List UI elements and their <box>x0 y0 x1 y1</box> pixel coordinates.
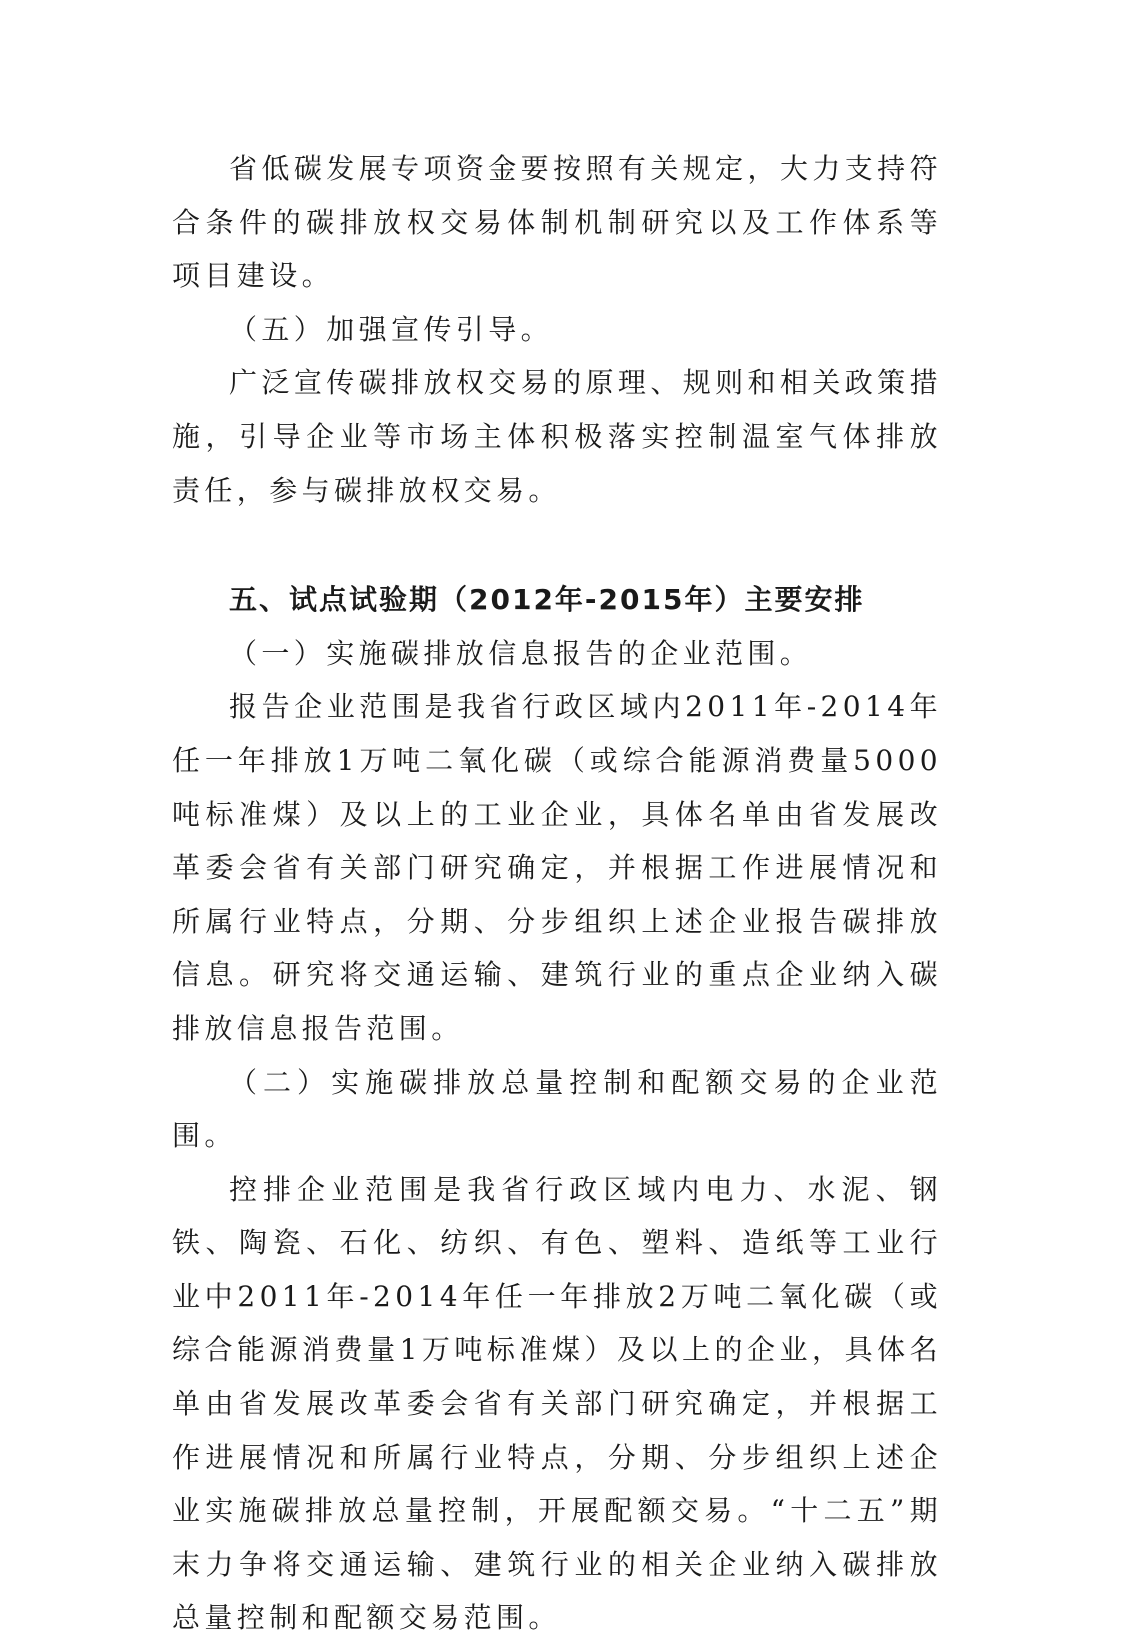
section-heading: 五、试点试验期（2012年-2015年）主要安排 <box>229 583 865 617</box>
paragraph-quota-scope: 控排企业范围是我省行政区域内电力、水泥、钢铁、陶瓷、石化、纺织、有色、塑料、造纸等工业行业中2011年-2014年任一年排放2万吨二氧化碳（或综合能源消费量1万吨标准煤）及以上的企业，具体名单由省发展改革委会省有关部门研究确定，并根据工作进展情况和所属行业特点，分期、分步组织上述企业实施碳排放总量控制，开展配额交易。“十二五”期末力争将交通运输、建筑行业的相关企业纳入碳排放总量控制和配额交易范围。 <box>172 1172 942 1635</box>
paragraph-funding: 省低碳发展专项资金要按照有关规定，大力支持符合条件的碳排放权交易体制机制研究以及工作体系等项目建设。 <box>172 152 942 293</box>
subheading-publicity: （五）加强宣传引导。 <box>229 312 554 346</box>
section-spacer <box>172 517 942 573</box>
subheading-reporting-scope: （一）实施碳排放信息报告的企业范围。 <box>229 636 813 670</box>
paragraph-publicity: 广泛宣传碳排放权交易的原理、规则和相关政策措施，引导企业等市场主体积极落实控制温室气体排放责任，参与碳排放权交易。 <box>172 366 942 507</box>
document-body <box>172 142 942 1645</box>
paragraph-reporting-scope: 报告企业范围是我省行政区域内2011年-2014年任一年排放1万吨二氧化碳（或综合能源消费量5000吨标准煤）及以上的工业企业，具体名单由省发展改革委会省有关部门研究确定，并根据工作进展情况和所属行业特点，分期、分步组织上述企业报告碳排放信息。研究将交通运输、建筑行业的重点企业纳入碳排放信息报告范围。 <box>172 690 942 1045</box>
subheading-quota-scope: （二）实施碳排放总量控制和配额交易的企业范围。 <box>172 1065 942 1153</box>
